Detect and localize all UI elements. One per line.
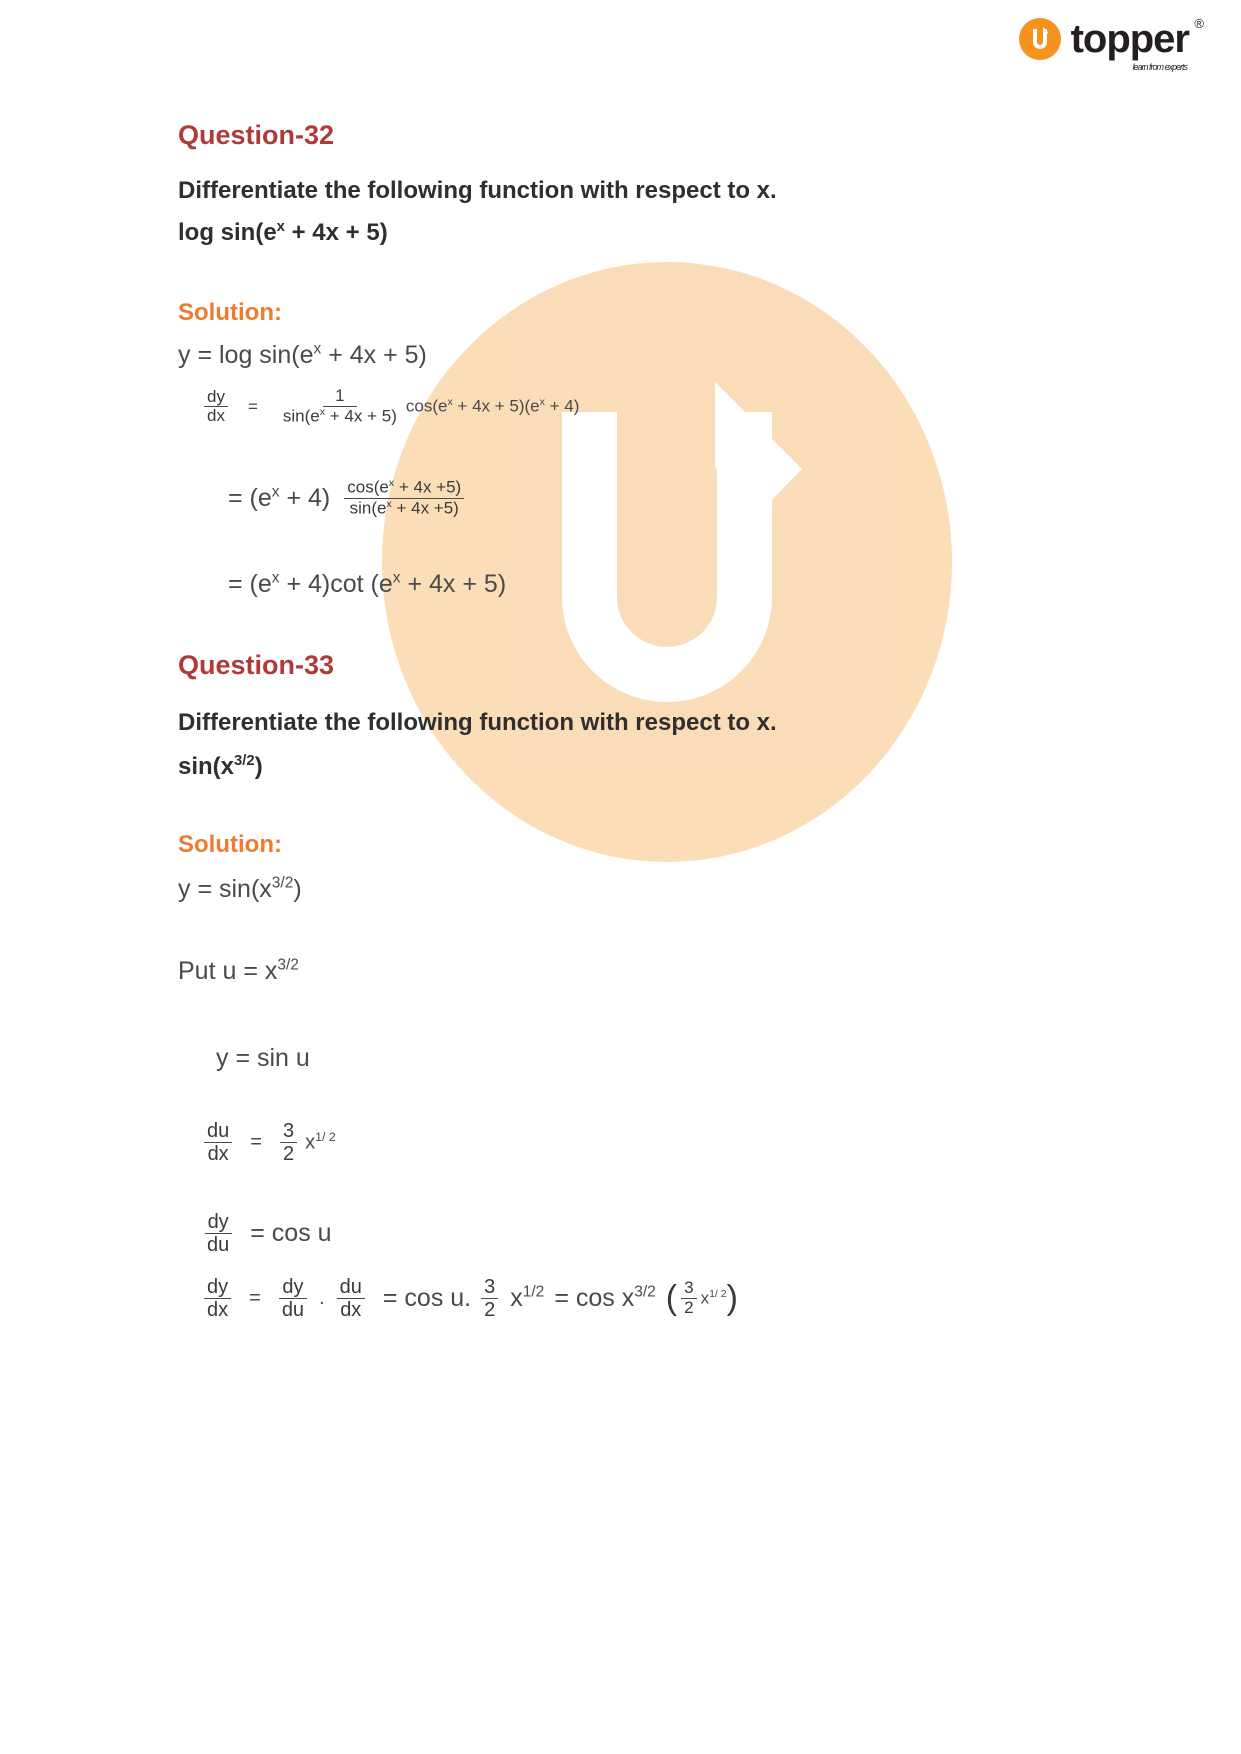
q32-l3-fraction: $\frac{\cos(e^x + 4x +5)}{\sin(e^x + 4x +5)}$ [344, 478, 464, 518]
q33-l4-variable: $x^{1/ 2}$ [305, 1130, 336, 1154]
q33-l6-inner-variable: $x^{1/ 2}$ [700, 1288, 727, 1308]
q33-l6-coefficient: $\frac{3}{2}$ [481, 1276, 498, 1321]
q33-l4-equals: = [250, 1130, 262, 1153]
q33-line-3: y = sin u [216, 1043, 310, 1072]
q32-l2-big-fraction: $\frac{1}{\sin(e^x + 4x + 5)}$ [282, 386, 397, 426]
q33-line-2: Put $u = x^{3/2}$ [178, 957, 299, 986]
q32-line-4: = $(e^x + 4)\cot$ $(e^x + 4x + 5)$ [228, 569, 507, 598]
q33-l6-dydx: $\frac{dy}{dx}$ [204, 1276, 231, 1321]
prompt-sup: x [276, 219, 285, 235]
question-33-title: Question-33 [178, 650, 335, 681]
q33-dydu-fraction: $\frac{dy}{du}$ [204, 1211, 232, 1256]
q32-dydx-fraction: $\frac{dy}{dx}$ [204, 388, 228, 426]
q33-l6-x-term: $x^{1/2}$ [510, 1284, 545, 1313]
q32-l1-lhs: y = log sin(e [178, 341, 314, 369]
q33-l6-result: = $\cos x^{3/2}$ [554, 1284, 656, 1313]
q33-l4-coefficient: $\frac{3}{2}$ [280, 1120, 297, 1165]
question-32-block [178, 120, 1118, 602]
question-32-prompt-line1: Differentiate the following function with respect to x. [178, 177, 777, 204]
brand-name: topper ® learn from experts [1070, 16, 1203, 72]
q32-l3-lead: = $(e^x + 4)$ [228, 483, 331, 512]
q33-l6-eq2: = cos u. [382, 1284, 472, 1313]
q33-line-4 [200, 1120, 1118, 1165]
question-33-block [178, 650, 1118, 1321]
q32-l1-tail: + 4x + 5) [321, 341, 427, 369]
q32-line-1 [178, 337, 1118, 373]
question-33-prompt-line1: Differentiate the following function with respect to x. [178, 709, 777, 737]
registered-mark: ® [1194, 16, 1203, 31]
q33-l6-dydu: $\frac{dy}{du}$ [279, 1276, 307, 1321]
prompt-base: log sin(e [178, 219, 277, 246]
q32-line-2 [200, 387, 1118, 426]
q33-line-6 [200, 1276, 1118, 1321]
prompt-tail: + 4x + 5) [284, 219, 388, 246]
q33-l6-dudx: $\frac{du}{dx}$ [337, 1276, 365, 1321]
q32-line-3 [228, 478, 1118, 518]
question-32-solution-label: Solution: [178, 299, 282, 326]
question-32-title: Question-32 [178, 120, 335, 150]
q33-l5-text: = cos u [250, 1219, 332, 1248]
q33-l6-eq1: = [249, 1286, 261, 1309]
q33-l6-paren-close: ) [726, 1279, 738, 1318]
q33-line-5 [200, 1211, 1118, 1256]
brand-tagline: learn from experts [1132, 62, 1187, 72]
question-33-prompt-line2: $\sin(x^{3/2})$ [178, 753, 263, 781]
q33-line-1: $y = \sin(x^{3/2})$ [178, 874, 302, 904]
q32-l2-cos-term: $\cos(e^x + 4x + 5)(e^x + 4)$ [405, 396, 580, 417]
q33-l6-paren-open: ( [665, 1279, 678, 1318]
question-32-prompt-line2 [178, 215, 1118, 251]
question-33-solution-label: Solution: [178, 831, 282, 859]
document-body [178, 0, 1118, 1321]
q33-dudx-fraction: $\frac{du}{dx}$ [204, 1120, 232, 1165]
q32-l2-equals: = [247, 396, 258, 416]
q33-l6-inner-fraction: $\frac{3}{2}$ [681, 1279, 696, 1317]
q33-l6-dot: . [319, 1286, 325, 1309]
q32-l1-sup: x [313, 340, 322, 358]
